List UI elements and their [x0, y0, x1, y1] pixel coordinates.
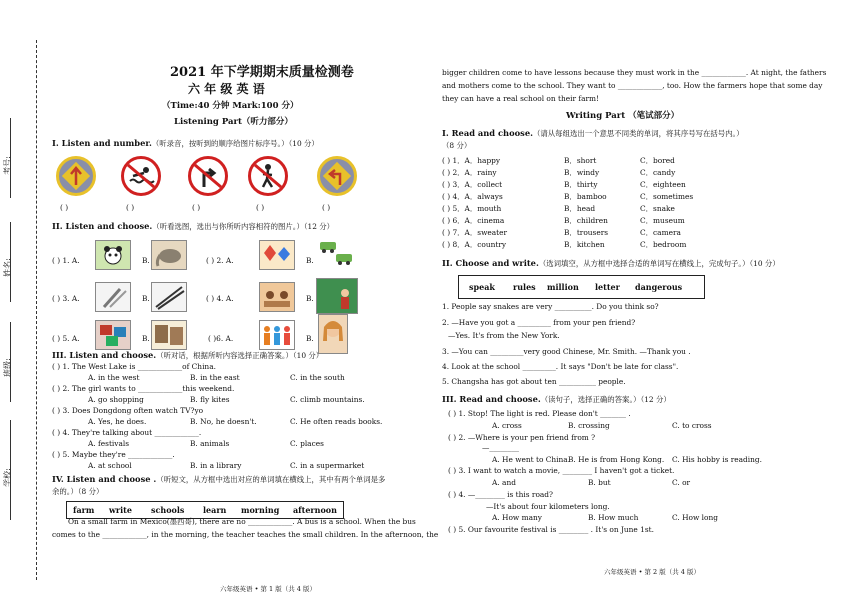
w3-q1-b: B. crossing [568, 421, 610, 430]
writing-title: Writing Part （笔试部分） [566, 111, 680, 121]
chopsticks-picture-icon [151, 282, 187, 312]
s3-q2-b: B. fly kites [190, 395, 230, 404]
word-dangerous: dangerous [635, 282, 683, 292]
s3-q1: ( ) 1. The West Lake is ____________of China. [52, 362, 216, 371]
w1-q4: ( ) 4．A．always [442, 192, 503, 201]
w1-q4-c: C．sometimes [640, 192, 694, 201]
w3-q4-b: B. How much [588, 513, 639, 522]
s2-q6-label: ( )6. A. [208, 334, 234, 343]
elephant-picture-icon [151, 240, 187, 270]
w1-q8-b: B．kitchen [564, 240, 605, 249]
listening-title: Listening Part（听力部分） [174, 117, 293, 127]
w3-q1-c: C. to cross [672, 421, 712, 430]
school-line [10, 420, 11, 520]
stamps-picture-icon [95, 320, 131, 350]
s4-passage-line1: On a small farm in Mexico(墨西哥), there are no ____________. A bus is a school. When the bus [68, 517, 416, 526]
exam-subtitle: 六 年 级 英 语 [188, 82, 265, 96]
w1-q7: ( ) 7．A．sweater [442, 228, 508, 237]
word-letter: letter [595, 282, 620, 292]
w1-q1-c: C．bored [640, 156, 675, 165]
turn-left-sign-icon [317, 156, 357, 196]
passage-cont-line1: bigger children come to have lessons because they must work in the ____________. At night, the fathers [442, 68, 827, 77]
w3-q2-reply: —________ [482, 443, 519, 452]
w1-q3: ( ) 3．A．collect [442, 180, 503, 189]
exam-title: 2021 年下学期期末质量检测卷 [170, 65, 354, 80]
classroom-picture-icon [259, 282, 295, 312]
s3-q4: ( ) 4. They're talking about ____________. [52, 428, 202, 437]
s4-passage-line2: comes to the ____________, in the morning, the teacher teaches the small children. In the afternoon, the [52, 530, 439, 539]
w1-q6-b: B．children [564, 216, 608, 225]
s2-heading: II. Listen and choose.（听看选图，选出与你所听内容相符的图片。）（12 分） [52, 221, 335, 231]
s4-heading: IV. Listen and choose .（听短文，从方框中选出对应的单词填在横线上，其中有两个单词是多 [52, 474, 386, 484]
w3-q4: ( ) 4. —________ is this road? [448, 490, 553, 499]
w1-q8: ( ) 8．A．country [442, 240, 507, 249]
word-speak: speak [469, 282, 495, 292]
school-label: 学校: [2, 468, 12, 487]
s1-blank-3[interactable]: ( ) [192, 203, 201, 212]
w3-q5: ( ) 5. Our favourite festival is ________ . It's on June 1st. [448, 525, 654, 534]
photos-picture-icon [151, 320, 187, 350]
w1-q2-b: B．windy [564, 168, 600, 177]
no-right-turn-sign-icon [188, 156, 228, 196]
w1-q1: ( ) 1．A．happy [442, 156, 501, 165]
exam-number-line [10, 118, 11, 198]
s3-q3-a: A. Yes, he does. [88, 417, 147, 426]
s3-q4-b: B. animals [190, 439, 230, 448]
knife-fork-picture-icon [95, 282, 131, 312]
w2-q2-reply: —Yes. It's from the New York. [448, 331, 560, 340]
s3-q1-a: A. in the west [88, 373, 140, 382]
w3-q1: ( ) 1. Stop! The light is red. Please don't _______ . [448, 409, 631, 418]
s3-q1-c: C. in the south [290, 373, 345, 382]
s3-q2: ( ) 2. The girl wants to ____________this weekend. [52, 384, 235, 393]
s2-q3-label: ( ) 3. A. [52, 294, 80, 303]
toy-cars-picture-icon [316, 236, 356, 268]
w3-q1-a: A. cross [492, 421, 522, 430]
word-afternoon: afternoon [293, 505, 337, 515]
w2-q3: 3. —You can _________very good Chinese, Mr. Smith. —Thank you . [442, 347, 691, 356]
w3-q4-a: A. How many [492, 513, 542, 522]
go-straight-sign-icon [56, 156, 96, 196]
s3-q5: ( ) 5. Maybe they're ____________. [52, 450, 175, 459]
s3-q2-a: A. go shopping [88, 395, 144, 404]
children-picture-icon [259, 320, 295, 350]
w1-q8-c: C．bedroom [640, 240, 687, 249]
s3-q4-a: A. festivals [88, 439, 130, 448]
s3-q1-b: B. in the east [190, 373, 240, 382]
no-swimming-sign-icon [121, 156, 161, 196]
s3-q5-b: B. in a library [190, 461, 242, 470]
s2-q3-b-label: B. [142, 294, 150, 303]
s1-heading: I. Listen and number.（听录音，按听到的顺序给图片标序号。）（10 分） [52, 138, 319, 148]
w1-q7-c: C．camera [640, 228, 681, 237]
teacher-board-picture-icon [316, 278, 358, 314]
s3-q4-c: C. places [290, 439, 324, 448]
binding-margin [0, 0, 44, 608]
page1-footer: 六年级英语 • 第 1 版（共 4 版） [220, 585, 317, 593]
w1-q6: ( ) 6．A．cinema [442, 216, 505, 225]
w1-q7-b: B．trousers [564, 228, 609, 237]
w2-word-box [458, 275, 705, 299]
w1-heading: I. Read and choose.（请从每组选出一个意思不同类的单词，将其序号写在括号内。） [442, 128, 744, 138]
s1-blank-2[interactable]: ( ) [126, 203, 135, 212]
w1-q5-c: C．snake [640, 204, 675, 213]
s2-q5-b-label: B. [142, 334, 150, 343]
s2-q4-b-label: B. [306, 294, 314, 303]
time-mark: （Time:40 分钟 Mark:100 分） [162, 101, 299, 111]
w1-q5-b: B．head [564, 204, 596, 213]
name-line [10, 222, 11, 302]
w3-q2-b: B. He is from Hong Kong. [568, 455, 665, 464]
s2-q1-b-label: B. [142, 256, 150, 265]
s2-q5-label: ( ) 5. A. [52, 334, 80, 343]
passage-cont-line2: and mothers come to the school. They want to ____________, too. How the farmers hope that some day [442, 81, 823, 90]
class-label: 班级: [2, 358, 12, 377]
page2-footer: 六年级英语 • 第 2 版（共 4 版） [604, 568, 701, 576]
s4-heading-cont: 余的。）（8 分） [52, 487, 104, 496]
kites-picture-icon [259, 240, 295, 270]
girl-portrait-picture-icon [318, 314, 348, 354]
s1-blank-1[interactable]: ( ) [60, 203, 69, 212]
panda-picture-icon [95, 240, 131, 270]
w1-q4-b: B．bamboo [564, 192, 607, 201]
s3-q3: ( ) 3. Does Dongdong often watch TV?yo [52, 406, 204, 415]
s2-q6-b-label: B. [306, 334, 314, 343]
word-million: million [547, 282, 579, 292]
w3-q3-b: B. but [588, 478, 611, 487]
w2-q1: 1. People say snakes are very __________. Do you think so? [442, 302, 659, 311]
w2-q4: 4. Look at the school _________. It says "Don't be late for class". [442, 362, 679, 371]
word-farm: farm [73, 505, 95, 515]
s3-q3-b: B. No, he doesn't. [190, 417, 257, 426]
w3-q4-c: C. How long [672, 513, 718, 522]
w3-q3-c: C. or [672, 478, 691, 487]
w3-q2-c: C. His hobby is reading. [672, 455, 762, 464]
w3-heading: III. Read and choose.（读句子，选择正确的答案。）（12 分） [442, 394, 671, 404]
w1-q3-b: B．thirty [564, 180, 598, 189]
w3-q4-reply: —It's about four kilometers long. [486, 502, 610, 511]
word-schools: schools [151, 505, 185, 515]
w2-q2: 2. —Have you got a _________ from your pen friend? [442, 318, 636, 327]
s1-blank-4[interactable]: ( ) [256, 203, 265, 212]
w3-q3-a: A. and [492, 478, 516, 487]
w1-score: （8 分） [442, 141, 472, 150]
exam-number-label: 考号: [2, 156, 12, 175]
s3-q5-a: A. at school [88, 461, 132, 470]
w3-q2-a: A. He went to China. [492, 455, 571, 464]
s2-q2-label: ( ) 2. A. [206, 256, 234, 265]
s2-q2-b-label: B. [306, 256, 314, 265]
class-line [10, 322, 11, 402]
w1-q2: ( ) 2．A．rainy [442, 168, 497, 177]
s2-q4-label: ( ) 4. A. [206, 294, 234, 303]
w1-q6-c: C．museum [640, 216, 685, 225]
w2-heading: II. Choose and write.（选词填空，从方框中选择合适的单词写在横线上，完成句子。）（10 分） [442, 258, 780, 268]
no-pedestrians-sign-icon [248, 156, 288, 196]
name-label: 姓名: [2, 258, 12, 277]
w1-q5: ( ) 5．A．mouth [442, 204, 502, 213]
s3-q2-c: C. climb mountains. [290, 395, 365, 404]
w3-q3: ( ) 3. I want to watch a movie, ________ I haven't got a ticket. [448, 466, 675, 475]
s1-blank-5[interactable]: ( ) [322, 203, 331, 212]
s3-heading: III. Listen and choose.（听对话，根据所听内容选择正确答案。）（10 分） [52, 350, 324, 360]
word-morning: morning [241, 505, 280, 515]
s3-q3-c: C. He often reads books. [290, 417, 383, 426]
w1-q2-c: C．candy [640, 168, 676, 177]
word-learn: learn [203, 505, 227, 515]
w1-q3-c: C．eighteen [640, 180, 686, 189]
w2-q5: 5. Changsha has got about ten __________ people. [442, 377, 626, 386]
w1-q1-b: B．short [564, 156, 597, 165]
w3-q2: ( ) 2. —Where is your pen friend from ? [448, 433, 596, 442]
word-write: write [109, 505, 132, 515]
s3-q5-c: C. in a supermarket [290, 461, 365, 470]
s2-q1-label: ( ) 1. A. [52, 256, 80, 265]
cut-line [36, 40, 37, 580]
passage-cont-line3: they can have a real school on their farm! [442, 94, 599, 103]
word-rules: rules [513, 282, 536, 292]
